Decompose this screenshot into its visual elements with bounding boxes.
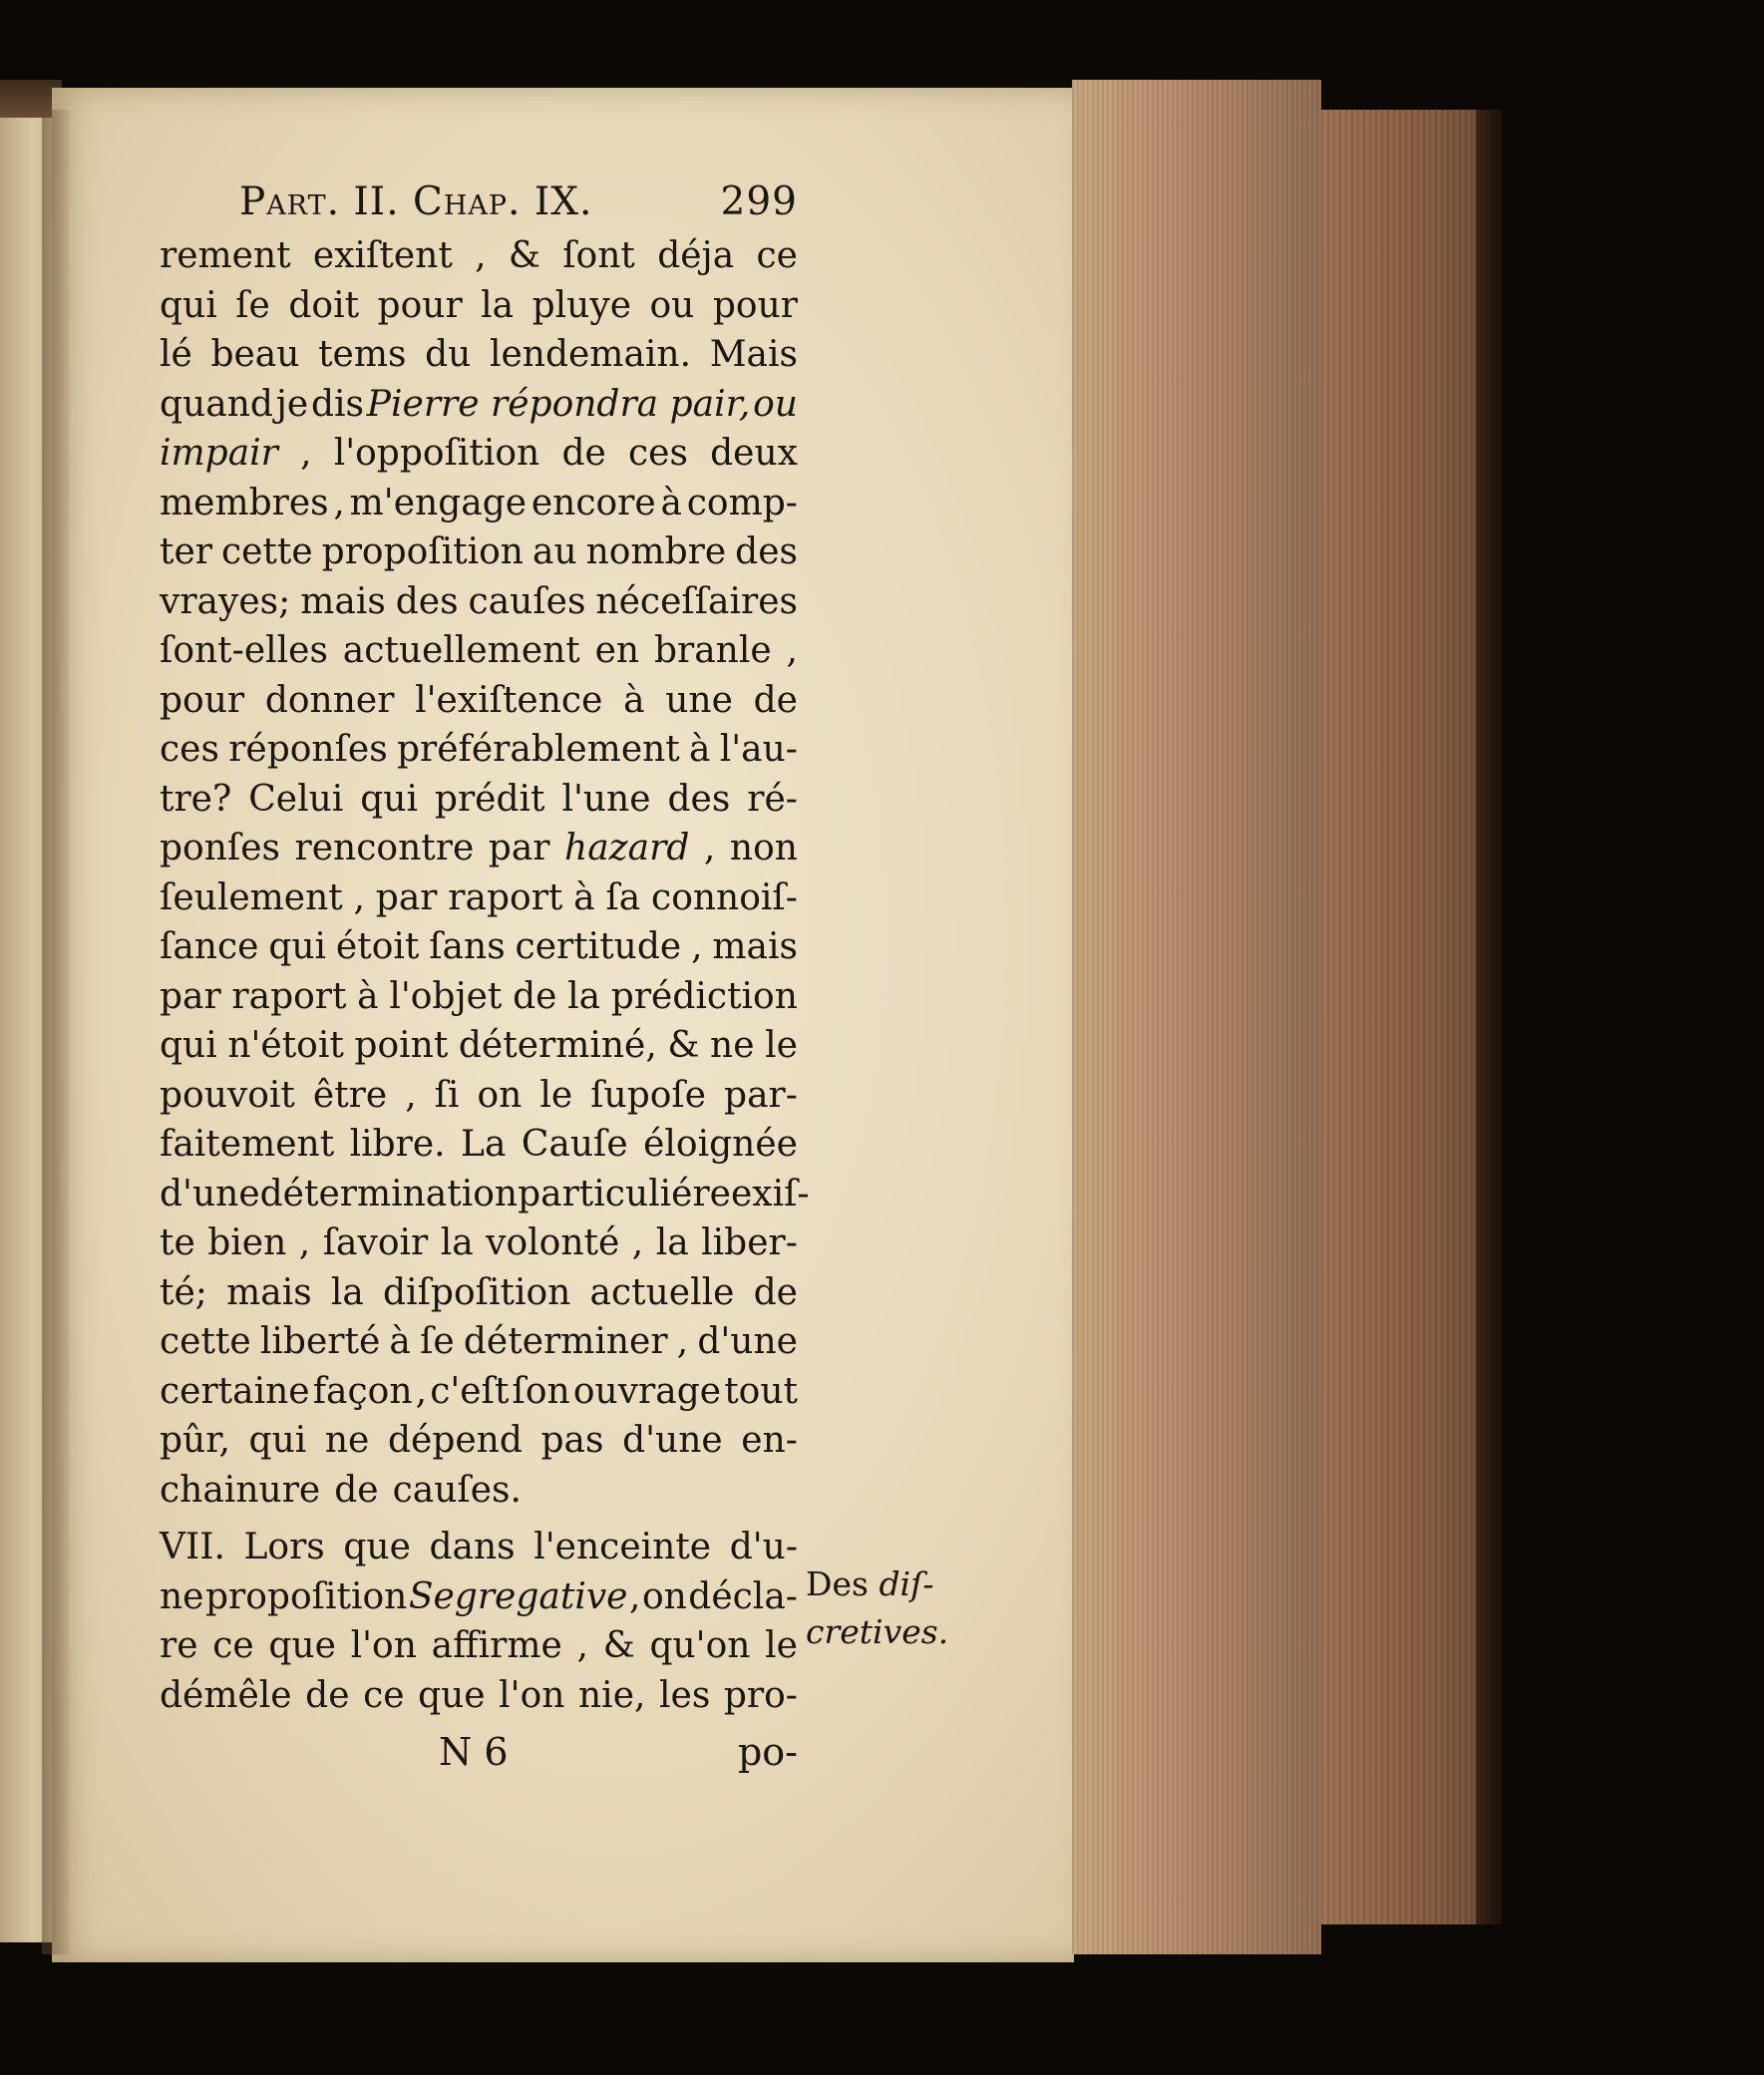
margin-note-line-1 — [806, 1560, 945, 1608]
word: quand — [160, 383, 273, 425]
word: exiſtent — [312, 235, 453, 276]
word: actuellement — [342, 630, 580, 671]
word: néceſſaires — [595, 580, 798, 622]
word: , — [298, 1222, 311, 1263]
word: diſpoſition — [383, 1271, 571, 1313]
text-line — [160, 824, 798, 873]
word: tems — [318, 334, 407, 375]
word: certaine — [160, 1370, 310, 1412]
word: Lors — [243, 1527, 325, 1567]
word: qui — [268, 926, 327, 967]
word: n'étoit — [227, 1025, 344, 1066]
word: qui — [160, 284, 217, 326]
word: ſa — [605, 876, 641, 918]
margin-note-word-2: diſ- — [879, 1564, 934, 1603]
word: mais — [300, 580, 386, 622]
word: déterminé, — [458, 1025, 657, 1066]
word: connoiſ- — [651, 876, 798, 918]
text-line — [160, 972, 798, 1022]
word: branle — [653, 630, 772, 671]
word: ſe — [235, 284, 270, 326]
word: non — [729, 828, 798, 868]
word: être — [312, 1074, 388, 1116]
word: tout — [724, 1370, 798, 1412]
word: nie, — [578, 1674, 646, 1716]
word: , — [703, 828, 716, 868]
word: propoſition — [205, 1575, 408, 1617]
signature-mark: N 6 — [439, 1730, 509, 1774]
word: la — [655, 1222, 689, 1263]
word: & — [508, 235, 540, 276]
text-line — [160, 1218, 798, 1268]
word: par — [160, 975, 221, 1017]
word: à — [623, 679, 645, 721]
word: chainure — [160, 1469, 321, 1511]
word: en — [594, 630, 640, 671]
word: par — [375, 876, 438, 918]
word: La — [461, 1124, 507, 1165]
word: que — [268, 1625, 336, 1666]
word: on — [477, 1074, 523, 1116]
word: deux — [710, 433, 798, 474]
word: ne — [324, 1420, 370, 1461]
word: de — [753, 1271, 798, 1313]
word: Celui — [248, 778, 344, 820]
word: pour — [712, 284, 798, 326]
word: pour — [160, 679, 245, 721]
text-line — [160, 1268, 798, 1318]
word: actuelle — [589, 1271, 735, 1313]
word: , — [353, 876, 365, 918]
word: les — [659, 1674, 711, 1716]
word: à — [660, 482, 682, 523]
word: Pierre répondra pair, — [366, 383, 751, 425]
running-title: Part. II. Chap. IX. — [239, 179, 593, 224]
word: ſe — [420, 1321, 455, 1362]
word: en- — [741, 1420, 798, 1461]
paragraph-2 — [160, 1523, 798, 1720]
word: qui — [360, 778, 418, 820]
text-line — [160, 676, 798, 726]
text-line — [160, 527, 798, 577]
text-line — [160, 1572, 798, 1622]
word: particuliére — [518, 1173, 731, 1214]
word: ſavoir — [322, 1222, 429, 1263]
word: mais — [712, 926, 798, 967]
page-fore-edge — [1072, 80, 1321, 1954]
word: prédiction — [610, 975, 798, 1017]
word: de — [305, 1674, 350, 1716]
word: ce — [756, 235, 798, 276]
text-line — [160, 1671, 798, 1721]
word: réponſes — [228, 729, 388, 770]
word: ces — [627, 433, 688, 474]
word: volonté — [486, 1222, 620, 1263]
text-line — [160, 1466, 798, 1516]
word: l'une — [561, 778, 651, 820]
word: point — [354, 1025, 449, 1066]
word: ſi — [434, 1074, 460, 1116]
word: Cauſe — [521, 1124, 628, 1165]
word: bien — [207, 1222, 287, 1263]
word: de — [334, 1469, 379, 1511]
word: l'oppoſition — [333, 433, 540, 474]
word: déterminer — [463, 1321, 668, 1362]
word: Mais — [709, 334, 798, 375]
catchword: po- — [737, 1730, 798, 1774]
text-line — [160, 922, 798, 972]
word: ponſes — [160, 828, 281, 868]
word: ſont — [562, 235, 635, 276]
word: qui — [160, 1025, 217, 1066]
word: étoit — [335, 926, 420, 967]
word: détermination — [259, 1173, 519, 1214]
text-line — [160, 380, 798, 430]
word: ce — [363, 1674, 405, 1716]
word: ne — [710, 1025, 755, 1066]
word: raport — [448, 876, 563, 918]
word: démêle — [160, 1674, 292, 1716]
word: cauſes. — [392, 1469, 522, 1511]
word: éloignée — [643, 1124, 798, 1165]
word: impair — [160, 433, 278, 474]
word: beau — [210, 334, 300, 375]
word: comp- — [686, 482, 798, 523]
word: ſon — [512, 1370, 570, 1412]
word: doit — [288, 284, 360, 326]
word: l'enceinte — [533, 1527, 712, 1567]
text-line — [160, 1170, 810, 1219]
word: ſeulement — [160, 876, 343, 918]
word: d'une — [697, 1321, 798, 1362]
text-line — [160, 479, 798, 528]
word: le — [765, 1025, 798, 1066]
word: ré- — [747, 778, 798, 820]
word: à — [689, 729, 711, 770]
word: pouvoit — [160, 1074, 295, 1116]
word: , — [300, 433, 312, 474]
word: c'eſt — [430, 1370, 510, 1412]
word: hazard — [564, 828, 690, 868]
word: ou — [753, 383, 798, 425]
word: , — [415, 1370, 428, 1412]
word: ſans — [429, 926, 506, 967]
text-line — [160, 1120, 798, 1170]
word: , — [405, 1074, 417, 1116]
word: & — [602, 1625, 635, 1666]
word: encore — [530, 482, 656, 523]
text-line — [160, 1317, 798, 1367]
word: décla- — [688, 1575, 798, 1617]
word: mais — [226, 1271, 312, 1313]
word: ne — [160, 1575, 204, 1617]
word: d'une — [622, 1420, 723, 1461]
word: pro- — [723, 1674, 798, 1716]
word: ces — [160, 729, 219, 770]
word: façon — [312, 1370, 413, 1412]
word: je — [275, 383, 309, 425]
word: des — [667, 778, 731, 820]
word: une — [665, 679, 733, 721]
word: té; — [160, 1271, 207, 1313]
word: , — [475, 235, 487, 276]
word: cauſes — [468, 580, 586, 622]
text-line — [160, 725, 798, 775]
word: m'engage — [349, 482, 528, 523]
paragraph-1 — [160, 231, 810, 1515]
word: ſance — [160, 926, 259, 967]
word: par- — [724, 1074, 798, 1116]
text-line — [160, 1071, 798, 1121]
word: de — [753, 679, 798, 721]
text-line — [160, 1416, 798, 1466]
text-line — [160, 330, 798, 380]
word: pas — [540, 1420, 604, 1461]
word: vrayes; — [160, 580, 291, 622]
word: , — [576, 1625, 588, 1666]
word: ouvrage — [572, 1370, 722, 1412]
word: à — [389, 1321, 411, 1362]
word: ter — [160, 531, 212, 572]
word: à — [573, 876, 595, 918]
word: pluye — [531, 284, 632, 326]
word: par — [488, 828, 550, 868]
word: au — [531, 531, 577, 572]
word: d'u- — [729, 1527, 798, 1567]
word: qu'on — [649, 1625, 751, 1666]
word: dis — [310, 383, 365, 425]
word: ce — [212, 1625, 254, 1666]
word: lé — [160, 334, 192, 375]
text-line — [160, 873, 798, 923]
word: cette — [220, 531, 313, 572]
text-line — [160, 231, 798, 281]
page-text-block — [160, 179, 810, 1786]
margin-note-word-1: Des — [806, 1564, 869, 1603]
word: on — [641, 1575, 687, 1617]
word: donner — [264, 679, 395, 721]
word: , — [631, 1222, 644, 1263]
word: à — [357, 975, 379, 1017]
text-line — [160, 1621, 798, 1671]
text-line — [160, 1021, 798, 1071]
text-line — [160, 281, 798, 331]
word: , — [786, 630, 798, 671]
word: qui — [248, 1420, 307, 1461]
word: raport — [231, 975, 347, 1017]
text-line — [160, 577, 798, 627]
word: te — [160, 1222, 195, 1263]
word: de — [561, 433, 606, 474]
text-line — [160, 1367, 798, 1417]
word: re — [160, 1625, 198, 1666]
word: ſupoſe — [590, 1074, 707, 1116]
word: dans — [429, 1527, 516, 1567]
text-line — [160, 429, 798, 479]
margin-note — [806, 1560, 949, 1656]
word: la — [481, 284, 515, 326]
word: le — [765, 1625, 798, 1666]
word: & — [667, 1025, 700, 1066]
page-header — [160, 179, 798, 231]
word: rencontre — [294, 828, 475, 868]
word: Segregative — [408, 1575, 628, 1617]
word: exiſ- — [730, 1173, 810, 1214]
word: ſont-elles — [160, 630, 328, 671]
word: membres — [160, 482, 329, 523]
word: de — [513, 975, 557, 1017]
text-line — [160, 775, 798, 825]
word: l'objet — [389, 975, 503, 1017]
word: liberté — [259, 1321, 381, 1362]
word: libre. — [349, 1124, 446, 1165]
word: d'une — [160, 1173, 260, 1214]
catchline — [160, 1726, 798, 1786]
word: la — [330, 1271, 364, 1313]
book-binding-edge — [1476, 110, 1502, 1924]
word: la — [567, 975, 601, 1017]
word: propoſition — [321, 531, 524, 572]
word: nombre — [585, 531, 727, 572]
word: , — [333, 482, 345, 523]
word: l'exiſtence — [415, 679, 603, 721]
word: l'on — [499, 1674, 565, 1716]
word: que — [418, 1674, 486, 1716]
word: du — [425, 334, 472, 375]
text-line — [160, 1523, 798, 1572]
word: pûr, — [160, 1420, 230, 1461]
word: le — [539, 1074, 573, 1116]
word: déja — [657, 235, 735, 276]
word: VII. — [160, 1527, 225, 1567]
word: , — [628, 1575, 641, 1617]
page-number: 299 — [720, 179, 798, 224]
word: l'on — [350, 1625, 417, 1666]
word: affirme — [431, 1625, 562, 1666]
page-gutter-shadow — [42, 110, 70, 1954]
word: ou — [649, 284, 695, 326]
word: , — [676, 1321, 689, 1362]
word: que — [343, 1527, 411, 1567]
word: des — [395, 580, 459, 622]
word: préférablement — [396, 729, 680, 770]
word: liber- — [701, 1222, 798, 1263]
word: pour — [377, 284, 463, 326]
word: des — [735, 531, 798, 572]
word: l'au- — [719, 729, 798, 770]
word: prédit — [434, 778, 545, 820]
text-line — [160, 626, 798, 676]
word: lendemain. — [489, 334, 692, 375]
word: cette — [160, 1321, 251, 1362]
page-fore-edge-dark — [1321, 110, 1481, 1924]
margin-note-line-2: cretives. — [806, 1612, 949, 1651]
word: tre? — [160, 778, 232, 820]
word: la — [440, 1222, 474, 1263]
word: faitement — [160, 1124, 335, 1165]
word: certitude — [515, 926, 682, 967]
word: , — [691, 926, 703, 967]
word: rement — [160, 235, 291, 276]
word: dépend — [387, 1420, 523, 1461]
